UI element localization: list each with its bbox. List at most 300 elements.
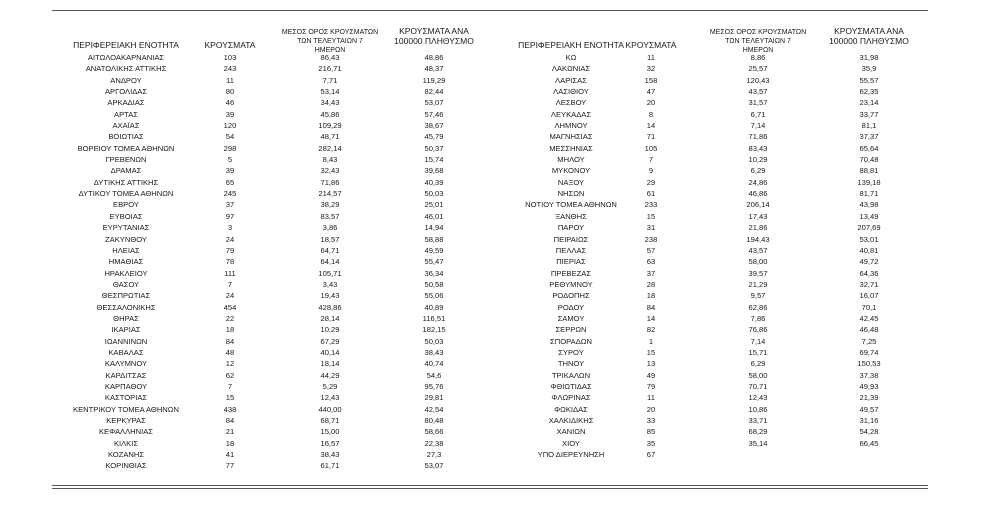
cases-cell: 79 [646,381,656,391]
cases-cell: 238 [644,234,658,244]
cases-cell: 48 [225,347,235,357]
cases-cell: 11 [226,75,234,85]
cases-cell: 5 [227,155,233,165]
table-row [52,415,497,426]
per100k-cell: 50,37 [424,143,444,153]
per100k-cell: 116,51 [422,313,446,323]
table-row [52,131,497,142]
avg7-cell: 214,57 [318,189,342,199]
table-row [52,75,497,86]
avg7-cell: 48,71 [320,132,340,142]
avg7-cell: 45,86 [320,109,340,119]
avg7-cell: 15,00 [320,427,340,437]
region-cell: ΡΕΘΥΜΝΟΥ [549,279,593,289]
per100k-cell: 38,67 [424,121,444,131]
avg7-cell: 10,29 [748,155,768,165]
table-row [52,97,497,108]
table-row [52,245,497,256]
table-row [52,404,497,415]
table-row [497,234,928,245]
cases-cell: 11 [647,393,655,403]
table-row [52,370,497,381]
avg7-cell: 58,00 [748,370,768,380]
per100k-cell: 38,43 [424,347,444,357]
cases-cell: 158 [644,75,658,85]
avg7-cell: 21,29 [748,279,768,289]
table-row [497,131,928,142]
cases-cell: 39 [225,109,235,119]
per100k-cell: 29,81 [424,393,444,403]
per100k-cell: 70,48 [859,155,879,165]
region-cell: ΦΛΩΡΙΝΑΣ [551,393,591,403]
region-cell: ΜΥΚΟΝΟΥ [551,166,591,176]
cases-cell: 14 [646,121,656,131]
table-body-right [497,52,928,460]
top-rule [52,10,928,11]
per100k-cell: 25,01 [424,200,444,210]
table-row [497,177,928,188]
avg7-cell: 5,29 [322,381,338,391]
region-cell: ΕΒΡΟΥ [113,200,139,210]
cases-cell: 24 [225,234,235,244]
cases-cell: 7 [648,155,654,165]
cases-cell: 18 [225,438,235,448]
table-row [497,438,928,449]
avg7-cell: 83,57 [320,211,340,221]
per100k-cell: 53,07 [424,98,444,108]
cases-cell: 12 [225,359,235,369]
table-row [52,222,497,233]
per100k-cell: 53,07 [424,461,444,471]
region-cell: ΣΥΡΟΥ [558,347,584,357]
region-cell: ΔΥΤΙΚΟΥ ΤΟΜΕΑ ΑΘΗΝΩΝ [78,189,174,199]
per100k-cell: 95,76 [424,381,444,391]
cases-cell: 29 [646,177,656,187]
avg7-cell: 33,71 [748,416,768,425]
table-right [497,26,928,460]
table-row [52,120,497,131]
cases-cell: 57 [646,245,656,255]
cases-cell: 54 [225,132,235,142]
avg7-cell: 10,29 [320,325,340,335]
table-row [497,256,928,267]
avg7-cell: 35,14 [748,438,768,448]
region-cell: ΘΑΣΟΥ [112,279,140,289]
table-row [497,290,928,301]
per100k-cell: 31,98 [859,53,879,62]
per100k-cell: 57,46 [424,109,444,119]
table-row [497,392,928,403]
cases-cell: 245 [223,189,237,199]
region-cell: ΘΕΣΣΑΛΟΝΙΚΗΣ [96,302,156,312]
avg7-cell: 15,71 [748,347,768,357]
cases-cell: 24 [225,291,235,301]
table-row [52,347,497,358]
per100k-cell: 42,45 [859,313,879,323]
region-cell: ΔΥΤΙΚΗΣ ΑΤΤΙΚΗΣ [93,177,159,187]
avg7-cell: 64,71 [320,245,340,255]
table-row [52,290,497,301]
table-row [52,279,497,290]
avg7-cell: 32,43 [320,166,340,176]
per100k-cell: 82,44 [424,87,444,97]
region-cell: ΑΡΤΑΣ [114,109,138,119]
region-cell: ΚΑΒΑΛΑΣ [108,347,144,357]
table-row [497,120,928,131]
avg7-cell: 7,14 [750,336,766,346]
cases-cell: 78 [225,257,235,267]
table-row [497,358,928,369]
region-cell: ΒΟΙΩΤΙΑΣ [108,132,144,142]
table-row [497,52,928,63]
region-cell: ΚΑΣΤΟΡΙΑΣ [104,393,148,403]
avg7-cell: 7,71 [322,75,338,85]
table-row [52,336,497,347]
bottom-rule-double [52,488,928,489]
table-row [497,109,928,120]
cases-cell: 28 [646,279,656,289]
table-row [52,313,497,324]
cases-cell: 15 [646,347,656,357]
bottom-rule [52,485,928,486]
per100k-cell: 50,58 [424,279,444,289]
per100k-cell: 81,1 [861,121,877,131]
avg7-cell: 70,71 [748,381,768,391]
cases-cell: 82 [646,325,656,335]
per100k-cell: 40,89 [424,302,444,312]
avg7-cell: 12,43 [320,393,340,403]
cases-cell: 243 [223,64,237,74]
cases-cell: 63 [646,257,656,267]
per100k-cell: 58,66 [424,427,444,437]
avg7-cell: 428,86 [318,302,342,312]
region-cell: ΠΙΕΡΙΑΣ [556,257,586,267]
cases-cell: 233 [644,200,658,210]
table-left [52,26,497,472]
avg7-cell: 64,14 [320,257,340,267]
avg7-cell: 9,57 [750,291,766,301]
region-cell: ΤΗΝΟΥ [557,359,585,369]
table-row [497,63,928,74]
avg7-cell: 44,29 [320,370,340,380]
region-cell: ΜΗΛΟΥ [557,155,585,165]
per100k-cell: 40,74 [424,359,444,369]
per100k-cell: 64,36 [859,268,879,278]
table-row [52,109,497,120]
table-row [497,404,928,415]
region-cell: ΑΡΓΟΛΙΔΑΣ [104,87,148,97]
region-cell: ΚΑΡΠΑΘΟΥ [104,381,148,391]
avg7-cell: 12,43 [748,393,768,403]
avg7-cell: 83,43 [748,143,768,153]
table-row [52,234,497,245]
cases-cell: 80 [225,87,235,97]
avg7-cell: 40,14 [320,347,340,357]
per100k-cell: 182,15 [422,325,446,335]
per100k-cell: 39,68 [424,166,444,176]
header-avg7: ΜΕΣΟΣ ΟΡΟΣ ΚΡΟΥΣΜΑΤΩΝ ΤΩΝ ΤΕΛΕΥΤΑΙΩΝ 7 ΗΜΕΡΩΝ [709,29,807,54]
avg7-cell: 62,86 [748,302,768,312]
table-row [52,188,497,199]
avg7-cell: 43,57 [748,245,768,255]
per100k-cell: 46,01 [424,211,444,221]
avg7-cell: 24,86 [748,177,768,187]
region-cell: ΚΟΡΙΝΘΙΑΣ [105,461,147,471]
per100k-cell: 65,64 [859,143,879,153]
avg7-cell: 38,43 [320,450,340,460]
table-row [52,211,497,222]
region-cell: ΣΠΟΡΑΔΩΝ [550,336,592,346]
avg7-cell: 17,43 [748,211,768,221]
region-cell: ΝΑΞΟΥ [557,177,585,187]
cases-cell: 77 [225,461,235,471]
cases-cell: 9 [648,166,654,176]
per100k-cell: 36,34 [424,268,444,278]
per100k-cell: 15,74 [424,155,444,165]
avg7-cell: 25,57 [748,64,768,74]
avg7-cell: 61,71 [320,461,340,471]
cases-cell: 438 [223,404,237,414]
header-cases: ΚΡΟΥΣΜΑΤΑ [204,40,256,50]
region-cell: ΚΟΖΑΝΗΣ [107,450,145,460]
region-cell: ΦΘΙΩΤΙΔΑΣ [550,381,592,391]
table-row [497,313,928,324]
cases-cell: 103 [223,53,237,62]
avg7-cell: 216,71 [318,64,342,74]
table-row [497,279,928,290]
region-cell: ΝΟΤΙΟΥ ΤΟΜΕΑ ΑΘΗΝΩΝ [525,200,617,210]
cases-cell: 37 [225,200,235,210]
cases-cell: 33 [646,416,656,425]
avg7-cell: 8,86 [750,53,766,62]
per100k-cell: 22,38 [424,438,444,448]
cases-cell: 454 [223,302,237,312]
per100k-cell: 48,86 [424,53,444,62]
avg7-cell: 71,86 [320,177,340,187]
region-cell: ΛΗΜΝΟΥ [554,121,588,131]
cases-cell: 8 [648,109,654,119]
table-row [52,165,497,176]
cases-cell: 35 [646,438,656,448]
table-row [497,199,928,210]
region-cell: ΕΥΒΟΙΑΣ [109,211,143,221]
table-row [497,324,928,335]
avg7-cell: 34,43 [320,98,340,108]
per100k-cell: 21,39 [859,393,879,403]
cases-cell: 84 [225,416,235,425]
table-row [497,370,928,381]
per100k-cell: 48,37 [424,64,444,74]
avg7-cell: 53,14 [320,87,340,97]
cases-cell: 85 [646,427,656,437]
region-cell: ΠΕΛΛΑΣ [555,245,587,255]
avg7-cell: 120,43 [746,75,770,85]
per100k-cell: 23,14 [859,98,879,108]
avg7-cell: 38,29 [320,200,340,210]
region-cell: ΗΛΕΙΑΣ [112,245,140,255]
table-row [497,211,928,222]
region-cell: ΥΠΟ ΔΙΕΡΕΥΝΗΣΗ [537,450,605,460]
avg7-cell: 8,43 [322,155,338,165]
per100k-cell: 50,03 [424,189,444,199]
table-row [497,426,928,437]
header-cases: ΚΡΟΥΣΜΑΤΑ [625,40,677,50]
per100k-cell: 7,25 [861,336,877,346]
per100k-cell: 49,93 [859,381,879,391]
per100k-cell: 81,71 [859,189,879,199]
region-cell: ΑΝΔΡΟΥ [110,75,142,85]
header-per100k: ΚΡΟΥΣΜΑΤΑ ΑΝΑ 100000 ΠΛΗΘΥΣΜΟ [829,26,909,46]
table-header-right [497,26,928,52]
table-row [52,381,497,392]
cases-cell: 62 [225,370,235,380]
region-cell: ΚΕΦΑΛΛΗΝΙΑΣ [98,427,154,437]
per100k-cell: 49,72 [859,257,879,267]
avg7-cell: 10,86 [748,404,768,414]
region-cell: ΡΟΔΟΥ [557,302,585,312]
avg7-cell: 18,57 [320,234,340,244]
per100k-cell: 49,57 [859,404,879,414]
avg7-cell: 19,43 [320,291,340,301]
cases-cell: 39 [225,166,235,176]
region-cell: ΑΡΚΑΔΙΑΣ [107,98,145,108]
table-row [497,222,928,233]
table-row [52,52,497,63]
table-row [52,143,497,154]
avg7-cell: 39,57 [748,268,768,278]
region-cell: ΘΕΣΠΡΩΤΙΑΣ [101,291,151,301]
avg7-cell: 68,29 [748,427,768,437]
avg7-cell: 68,71 [320,416,340,425]
cases-cell: 37 [646,268,656,278]
table-row [52,268,497,279]
avg7-cell: 18,14 [320,359,340,369]
avg7-cell: 194,43 [746,234,770,244]
table-row [52,199,497,210]
avg7-cell: 28,14 [320,313,340,323]
region-cell: ΝΗΣΩΝ [557,189,585,199]
avg7-cell: 71,86 [748,132,768,142]
avg7-cell: 3,86 [322,223,338,233]
region-cell: ΛΑΣΙΘΙΟΥ [553,87,589,97]
region-cell: ΘΗΡΑΣ [113,313,139,323]
cases-cell: 49 [646,370,656,380]
table-row [497,381,928,392]
avg7-cell: 7,14 [750,121,766,131]
region-cell: ΣΑΜΟΥ [557,313,585,323]
per100k-cell: 46,48 [859,325,879,335]
avg7-cell: 282,14 [318,143,342,153]
table-row [497,415,928,426]
cases-cell: 47 [646,87,656,97]
region-cell: ΠΡΕΒΕΖΑΣ [550,268,592,278]
region-cell: ΞΑΝΘΗΣ [555,211,587,221]
per100k-cell: 80,48 [424,416,444,425]
region-cell: ΕΥΡΥΤΑΝΙΑΣ [102,223,150,233]
avg7-cell: 440,00 [318,404,342,414]
cases-cell: 84 [225,336,235,346]
table-row [497,165,928,176]
table-row [52,256,497,267]
table-row [52,449,497,460]
cases-cell: 18 [225,325,235,335]
per100k-cell: 37,37 [859,132,879,142]
cases-cell: 84 [646,302,656,312]
avg7-cell: 46,86 [748,189,768,199]
region-cell: ΧΙΟΥ [562,438,580,448]
cases-cell: 20 [646,98,656,108]
region-cell: ΙΩΑΝΝΙΝΩΝ [104,336,148,346]
avg7-cell: 86,43 [320,53,340,62]
table-body-left [52,52,497,472]
per100k-cell: 13,49 [859,211,879,221]
table-row [52,63,497,74]
per100k-cell: 14,94 [424,223,444,233]
cases-cell: 15 [646,211,656,221]
region-cell: ΑΧΑΪΑΣ [112,121,140,131]
avg7-cell: 43,57 [748,87,768,97]
per100k-cell: 70,1 [861,302,877,312]
per100k-cell: 207,69 [857,223,881,233]
avg7-cell: 206,14 [746,200,770,210]
table-row [52,177,497,188]
region-cell: ΒΟΡΕΙΟΥ ΤΟΜΕΑ ΑΘΗΝΩΝ [77,143,175,153]
cases-cell: 298 [223,143,237,153]
per100k-cell: 55,57 [859,75,879,85]
region-cell: ΚΙΛΚΙΣ [113,438,139,448]
cases-cell: 71 [646,132,656,142]
per100k-cell: 139,18 [857,177,881,187]
region-cell: ΜΕΣΣΗΝΙΑΣ [549,143,593,153]
cases-cell: 13 [646,359,656,369]
cases-cell: 65 [225,177,235,187]
table-row [52,154,497,165]
avg7-cell: 16,57 [320,438,340,448]
cases-cell: 15 [225,393,235,403]
cases-cell: 120 [223,121,237,131]
region-cell: ΔΡΑΜΑΣ [110,166,142,176]
region-cell: ΤΡΙΚΑΛΩΝ [551,370,591,380]
cases-cell: 111 [224,268,236,278]
table-row [497,143,928,154]
per100k-cell: 62,35 [859,87,879,97]
table-row [497,245,928,256]
region-cell: ΣΕΡΡΩΝ [555,325,587,335]
cases-cell: 21 [225,427,235,437]
avg7-cell: 6,29 [750,359,766,369]
cases-cell: 3 [227,223,233,233]
table-row [52,438,497,449]
region-cell: ΚΕΡΚΥΡΑΣ [106,416,146,425]
per100k-cell: 27,3 [426,450,442,460]
avg7-cell: 6,71 [750,109,766,119]
cases-cell: 61 [646,189,656,199]
per100k-cell: 40,81 [859,245,879,255]
avg7-cell: 21,86 [748,223,768,233]
region-cell: ΗΜΑΘΙΑΣ [108,257,144,267]
avg7-cell: 67,29 [320,336,340,346]
per100k-cell: 16,07 [859,291,879,301]
region-cell: ΦΩΚΙΔΑΣ [554,404,588,414]
per100k-cell: 55,06 [424,291,444,301]
per100k-cell: 88,81 [859,166,879,176]
region-cell: ΛΑΡΙΣΑΣ [555,75,587,85]
table-row [497,86,928,97]
header-region: ΠΕΡΙΦΕΡΕΙΑΚΗ ΕΝΟΤΗΤΑ [73,40,179,50]
region-cell: ΡΟΔΟΠΗΣ [552,291,590,301]
table-row [52,460,497,471]
cases-cell: 31 [646,223,656,233]
